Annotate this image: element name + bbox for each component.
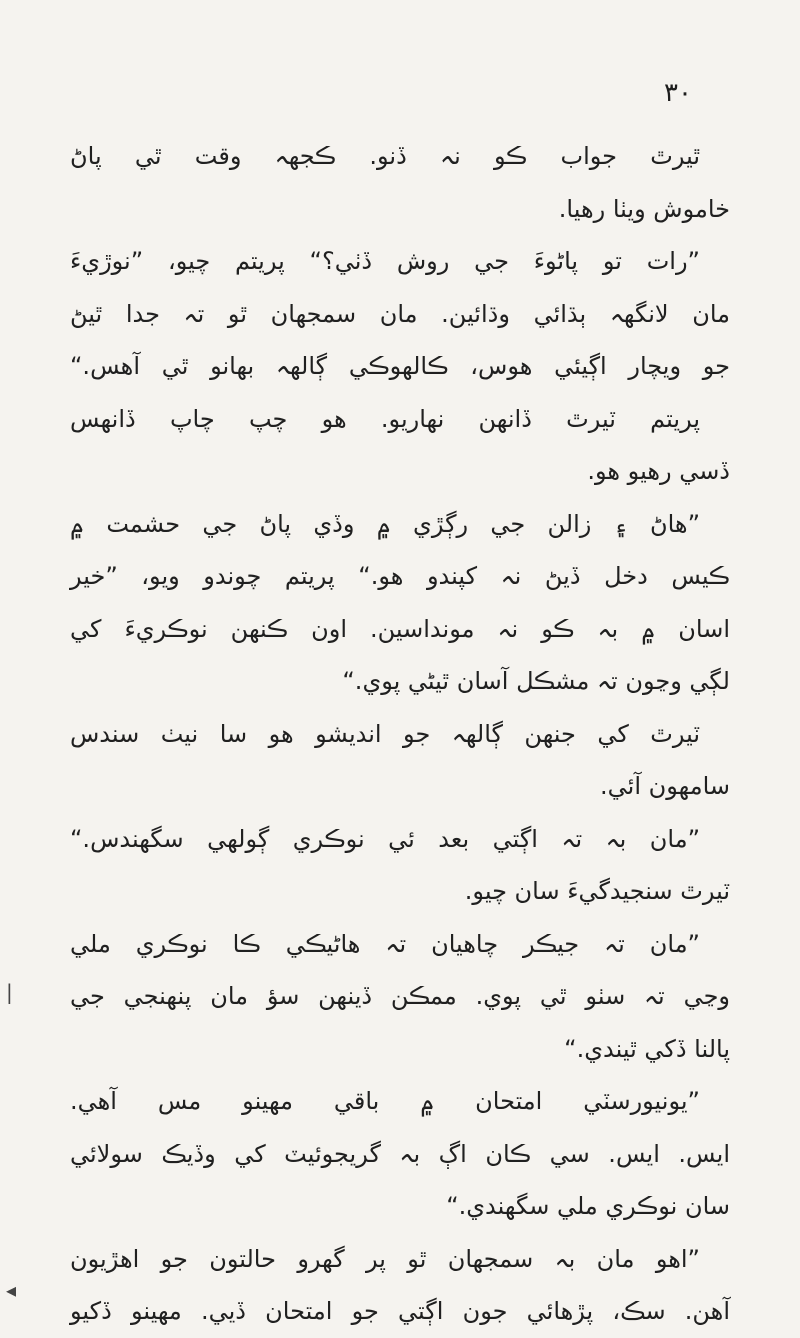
text-line: آهن. سڪ، پڙهائي جون اڳتي جو امتحان ڏيي. مهينو ڏکيو [70, 1297, 730, 1325]
text-line: ”رات تو پاڻوءَ جي روش ڏٺي؟“ پريتم چيو، ”نوڙيءَ [70, 247, 700, 275]
text-line: مان لانگهہ ٻڌائي وڌائين. مان سمجهان ٿو تہ جدا ٿيڻ [70, 299, 730, 328]
text-line: ”مان بہ تہ اڳتي بعد ئي نوڪري ڳولهي سگهندس.“ [70, 824, 700, 853]
text-line: پالنا ڏکي ٿيندي.“ [564, 1034, 730, 1063]
body-text [70, 130, 730, 1338]
text-line: ايس. ايس. سي ڪان اڳ بہ گريجوئيٽ کي وڏيڪ سولائي [70, 1139, 730, 1168]
text-line: ٽيرٿ سنجيدگيءَ سان چيو. [464, 877, 730, 905]
text-line: سامهون آئي. [600, 772, 730, 800]
text-line: سان نوڪري ملي سگهندي.“ [446, 1192, 730, 1220]
text-line: جو ويچار اڳيئي هوس، ڪالهوڪي ڳالهہ بهانو ٿي آهس.“ [70, 352, 730, 380]
text-line: اسان ۾ بہ ڪو نہ مونداسين. اون ڪنهن نوڪريءَ کي [70, 614, 730, 643]
text-line: ”هاڻ ۽ زالن جي رڳڙي ۾ وڏي پاڻ جي حشمت ۾ [70, 509, 700, 538]
text-line: ”مان تہ جيڪر چاهيان تہ هاڻيڪي ڪا نوڪري ملي [70, 929, 700, 958]
text-line: خاموش ويٺا رهيا. [558, 194, 730, 223]
text-line: پريتم ٽيرٿ ڏانهن نهاريو. هو چپ چاپ ڏانهس [70, 404, 700, 433]
text-line: ”يونيورسٽي امتحان ۾ باقي مهينو مس آهي. [70, 1087, 700, 1115]
margin-mark: | [6, 980, 13, 1004]
page-number: ۳۰ [664, 78, 692, 108]
text-line: ٽيرٿ کي جنهن ڳالهہ جو انديشو هو سا نيٺ سندس [70, 719, 700, 748]
text-line: ڏسي رهيو هو. [587, 457, 730, 485]
margin-mark: ◂ [6, 1278, 17, 1302]
text-line: وڃي تہ سٺو ٿي پوي. ممڪن ڏينهن سؤ مان پنهنجي جي [70, 982, 730, 1010]
text-line: لڳي وڃون تہ مشڪل آسان ٿيڻي پوي.“ [342, 667, 730, 695]
text-line: ٿيرٿ جواب ڪو نہ ڏنو. ڪجهہ وقت ٿي پاڻ [70, 142, 700, 170]
text-line: ”اهو مان بہ سمجهان ٿو پر گهرو حالتون جو اهڙيون [70, 1244, 700, 1273]
text-line: ڪيس دخل ڏيڻ نہ کپندو هو.“ پريتم چوندو ويو، ”خير [70, 562, 730, 590]
